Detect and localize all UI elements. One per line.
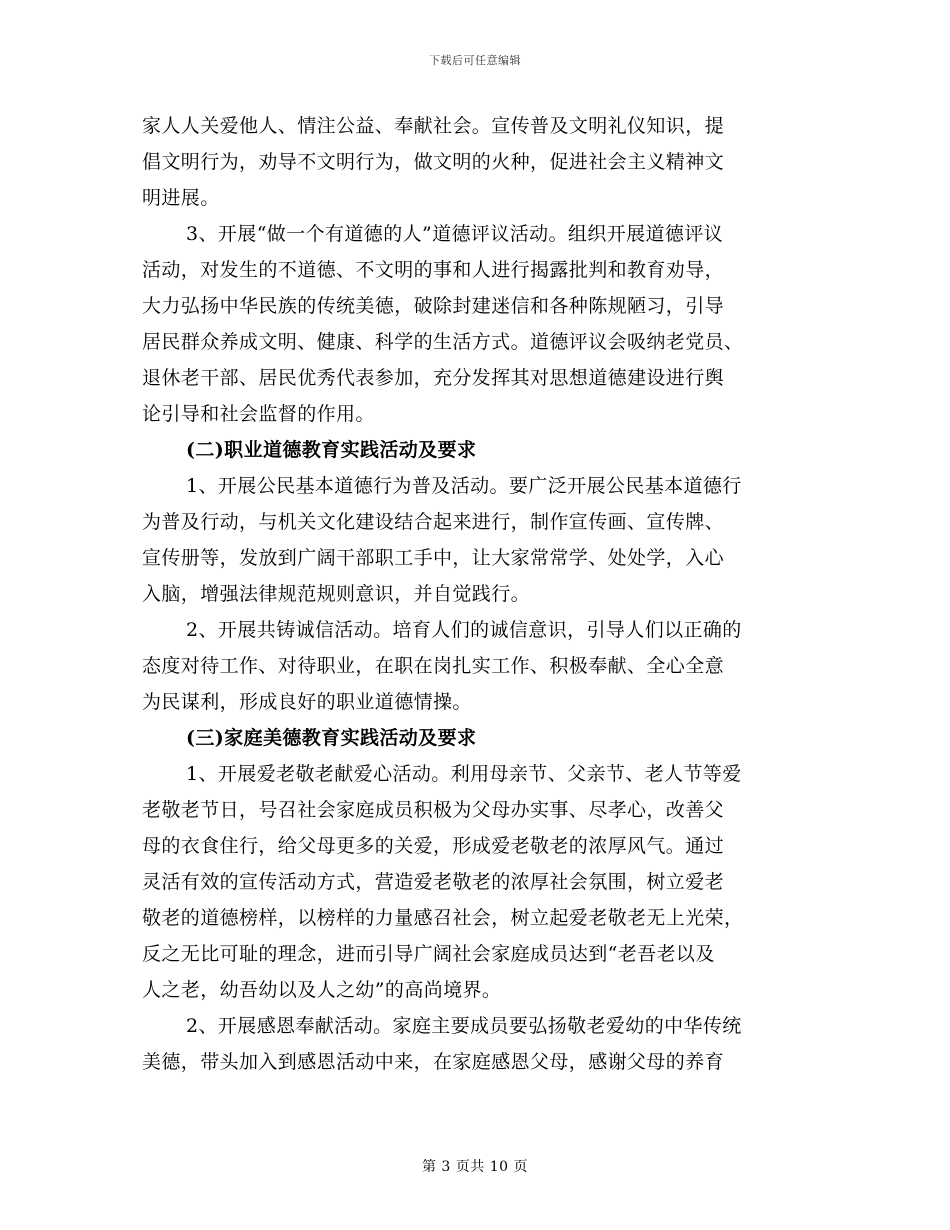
text-line: 灵活有效的宣传活动方式，营造爱老敬老的浓厚社会氛围，树立爱老	[142, 871, 725, 893]
page-header: 下载后可任意编辑	[429, 54, 521, 67]
paragraph-start-line: 1、开展公民基本道德行为普及活动。要广泛开展公民基本道德行	[186, 475, 742, 497]
paragraph-start-line: 2、开展感恩奉献活动。家庭主要成员要弘扬敬老爱幼的中华传统	[186, 1015, 742, 1037]
text-line: 为普及行动，与机关文化建设结合起来进行，制作宣传画、宣传牌、	[142, 511, 725, 533]
text-line: 退休老干部、居民优秀代表参加，充分发挥其对思想道德建设进行舆	[142, 367, 725, 389]
text-line: 美德，带头加入到感恩活动中来，在家庭感恩父母，感谢父母的养育	[142, 1051, 725, 1073]
text-line: 宣传册等，发放到广阔干部职工手中，让大家常常学、处处学，入心	[142, 547, 725, 569]
section-heading: (三)家庭美德教育实践活动及要求	[186, 727, 477, 749]
text-line: 论引导和社会监督的作用。	[142, 403, 375, 425]
text-line: 活动，对发生的不道德、不文明的事和人进行揭露批判和教育劝导，	[142, 259, 725, 281]
text-line: 反之无比可耻的理念，进而引导广阔社会家庭成员达到“老吾老以及	[142, 943, 715, 965]
text-line: 家人人关爱他人、情注公益、奉献社会。宣传普及文明礼仪知识，提	[142, 115, 725, 137]
page-footer: 第 3 页共 10 页	[421, 1159, 529, 1175]
text-line: 态度对待工作、对待职业，在职在岗扎实工作、积极奉献、全心全意	[142, 655, 725, 677]
text-line: 敬老的道德榜样，以榜样的力量感召社会，树立起爱老敬老无上光荣，	[142, 907, 744, 929]
paragraph-start-line: 2、开展共铸诚信活动。培育人们的诚信意识，引导人们以正确的	[186, 619, 742, 641]
text-line: 母的衣食住行，给父母更多的关爱，形成爱老敬老的浓厚风气。通过	[142, 835, 725, 857]
text-line: 明进展。	[142, 187, 220, 209]
text-line: 大力弘扬中华民族的传统美德，破除封建迷信和各种陈规陋习，引导	[142, 295, 725, 317]
text-line: 入脑，增强法律规范规则意识，并自觉践行。	[142, 583, 531, 605]
document-body	[142, 108, 810, 1080]
text-line: 倡文明行为，劝导不文明行为，做文明的火种，促进社会主义精神文	[142, 151, 725, 173]
paragraph-start-line: 1、开展爱老敬老献爱心活动。利用母亲节、父亲节、老人节等爱	[186, 763, 742, 785]
section-heading: (二)职业道德教育实践活动及要求	[186, 439, 477, 461]
paragraph-start-line: 3、开展“做一个有道德的人”道德评议活动。组织开展道德评议	[186, 223, 724, 245]
text-line: 老敬老节日，号召社会家庭成员积极为父母办实事、尽孝心，改善父	[142, 799, 725, 821]
text-line: 人之老，幼吾幼以及人之幼”的高尚境界。	[142, 979, 502, 1001]
text-line: 居民群众养成文明、健康、科学的生活方式。道德评议会吸纳老党员、	[142, 331, 744, 353]
text-line: 为民谋利，形成良好的职业道德情操。	[142, 691, 472, 713]
